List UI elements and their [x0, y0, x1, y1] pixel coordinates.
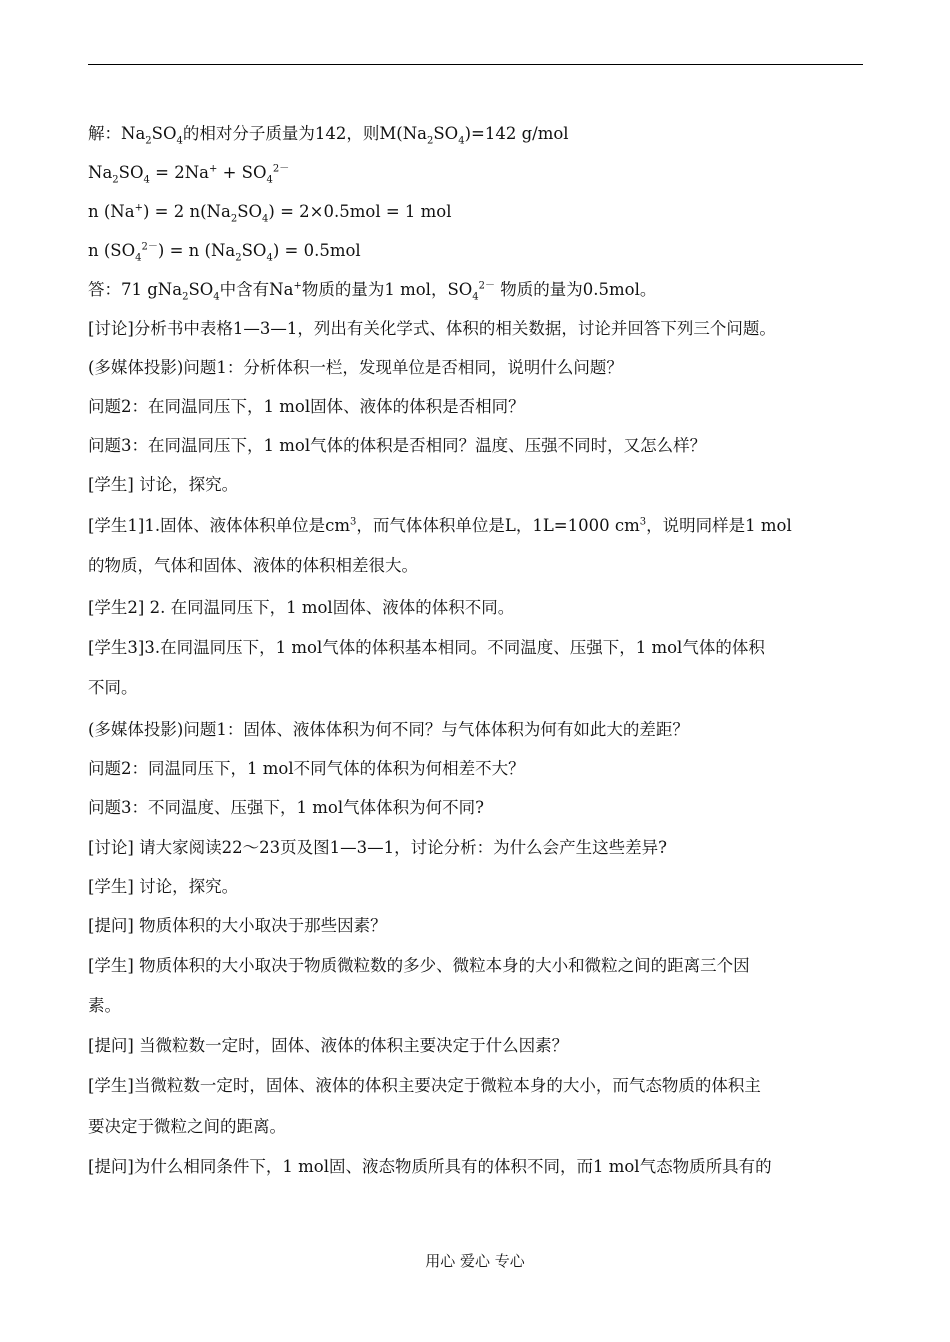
text-line: 问题3：在同温同压下，1 mol气体的体积是否相同？温度、压强不同时，又怎么样？ — [88, 436, 707, 455]
text-line: [学生1]1.固体、液体体积单位是$cm^3$，而气体体积单位是L，1L=1000 $cm^3$，说明同样是1 mol — [88, 516, 792, 535]
page-footer: 用心 爱心 专心 — [425, 1252, 525, 1270]
text-line: [学生] 讨论，探究。 — [88, 877, 239, 896]
text-line: [学生2] 2. 在同温同压下，1 mol固体、液体的体积不同。 — [88, 598, 515, 617]
text-line: [提问] 物质体积的大小取决于那些因素？ — [88, 916, 387, 935]
text-line: [讨论] 请大家阅读22～23页及图1—3—1，讨论分析：为什么会产生这些差异? — [88, 838, 667, 857]
text-line: 的物质，气体和固体、液体的体积相差很大。 — [88, 556, 418, 575]
text-line: $Na_2SO_4 = 2Na^+ + SO_4^{2-}$ — [88, 163, 290, 186]
text-line: [学生]当微粒数一定时，固体、液体的体积主要决定于微粒本身的大小，而气态物质的体积主 — [88, 1076, 761, 1095]
header-rule — [88, 64, 863, 65]
text-line: 素。 — [88, 996, 121, 1015]
text-line: [学生] 讨论，探究。 — [88, 475, 239, 494]
text-line: (多媒体投影)问题1：固体、液体体积为何不同？与气体体积为何有如此大的差距？ — [88, 720, 689, 739]
text-line: 答：71 $gNa_2SO_4$中含有Na+物质的量为1 mol，$SO_4^{2-}$ 物质的量为0.5mol。 — [88, 280, 657, 303]
text-line: (多媒体投影)问题1：分析体积一栏，发现单位是否相同，说明什么问题？ — [88, 358, 623, 377]
text-line: 问题2：在同温同压下，1 mol固体、液体的体积是否相同？ — [88, 397, 525, 416]
text-line: [学生3]3.在同温同压下，1 mol气体的体积基本相同。不同温度、压强下，1 mol气体的体积 — [88, 638, 765, 657]
text-line: 问题2：同温同压下，1 mol不同气体的体积为何相差不大？ — [88, 759, 525, 778]
text-line: [讨论]分析书中表格1—3—1，列出有关化学式、体积的相关数据，讨论并回答下列三个问题。 — [88, 319, 776, 338]
text-line: [提问] 当微粒数一定时，固体、液体的体积主要决定于什么因素？ — [88, 1036, 569, 1055]
text-line: n (Na+) = 2 $n(Na_2SO_4) = 2\times 0.5mol = 1$ mol — [88, 202, 452, 225]
text-line: [学生] 物质体积的大小取决于物质微粒数的多少、微粒本身的大小和微粒之间的距离三个因 — [88, 956, 750, 975]
text-line: 不同。 — [88, 678, 138, 697]
text-line: n $(SO_4^{2-}) = n$ $(Na_2SO_4) = 0.5mol$ — [88, 241, 361, 264]
text-line: [提问]为什么相同条件下，1 mol固、液态物质所具有的体积不同，而1 mol气态物质所具有的 — [88, 1157, 772, 1176]
text-line: 要决定于微粒之间的距离。 — [88, 1117, 286, 1136]
text-line: 问题3：不同温度、压强下，1 mol气体体积为何不同? — [88, 798, 484, 817]
text-line: 解：$Na_2SO_4$的相对分子质量为142，则$M(Na_2SO_4)=142$ g/mol — [88, 124, 569, 147]
